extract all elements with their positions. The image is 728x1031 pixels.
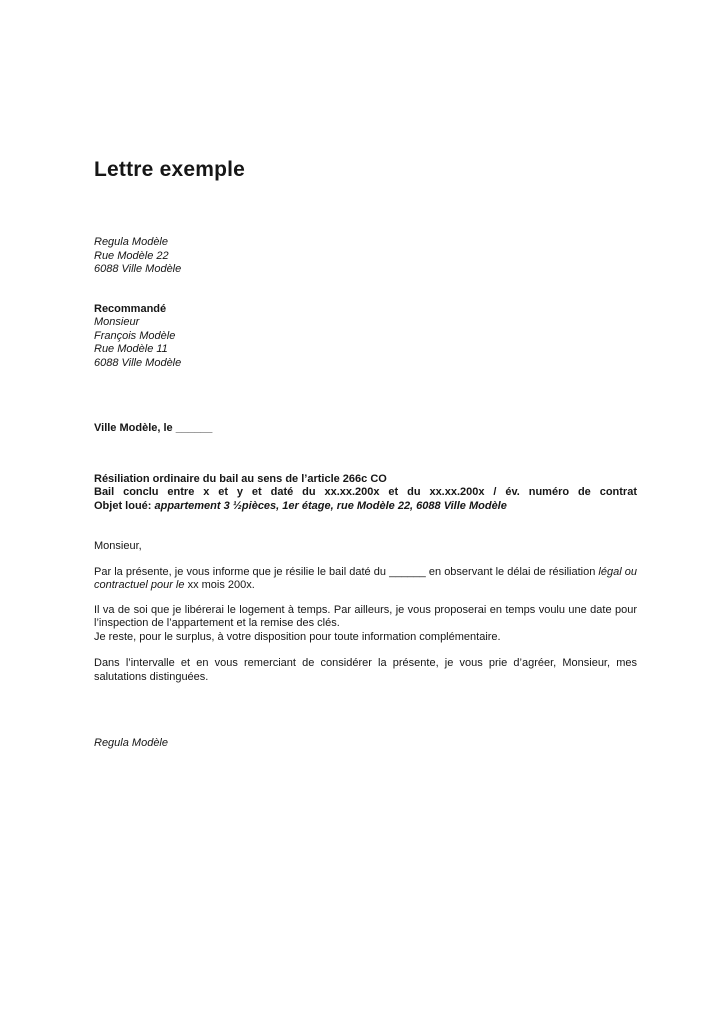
sender-street: Rue Modèle 22 (94, 249, 169, 262)
recipient-name: François Modèle (94, 329, 176, 342)
place-and-date-line: Ville Modèle, le ______ (94, 422, 213, 434)
p1-text-start: Par la présente, je vous informe que je résilie le bail daté du ______ en observant le délai de résiliation (94, 565, 599, 578)
recipient-address-block (94, 303, 637, 371)
paragraph-termination-notice (94, 566, 637, 593)
letter-salutation: Monsieur, (94, 540, 142, 552)
recipient-city: 6088 Ville Modèle (94, 356, 182, 369)
page-title: Lettre exemple (94, 158, 246, 181)
sender-name: Regula Modèle (94, 236, 168, 248)
subject-line-rented-object (94, 500, 637, 514)
rented-object-label: Objet loué: (94, 499, 155, 512)
subject-line-termination: Résiliation ordinaire du bail au sens de l’article 266c CO (94, 472, 387, 485)
p1-text-italic: légal ou contractuel pour le (94, 565, 637, 591)
sender-city: 6088 Ville Modèle (94, 263, 182, 275)
paragraph-closing: Dans l’intervalle et en vous remerciant de considérer la présente, je vous prie d’agréer, Monsieur, mes salutations distinguées. (94, 657, 637, 683)
rented-object-value: appartement 3 ½pièces, 1er étage, rue Modèle 22, 6088 Ville Modèle (154, 499, 507, 512)
delivery-method-label: Recommandé (94, 302, 167, 315)
p1-text-end: xx mois 200x. (187, 579, 255, 591)
p2-line-availability: Je reste, pour le surplus, à votre disposition pour toute information complémentaire. (94, 630, 501, 643)
subject-block (94, 473, 637, 514)
signature-name: Regula Modèle (94, 737, 168, 749)
p2-line-handover: Il va de soi que je libérerai le logement à temps. Par ailleurs, je vous proposerai en temps voulu une date pour l’inspection de l’appartement et la remise des clés. (94, 603, 637, 629)
recipient-street: Rue Modèle 11 (94, 343, 168, 355)
recipient-salutation: Monsieur (94, 316, 140, 328)
paragraph-handover (94, 604, 637, 645)
subject-line-contract: Bail conclu entre x et y et daté du xx.xx.200x et du xx.xx.200x / év. numéro de contrat (94, 486, 637, 498)
sender-address-block (94, 236, 637, 277)
